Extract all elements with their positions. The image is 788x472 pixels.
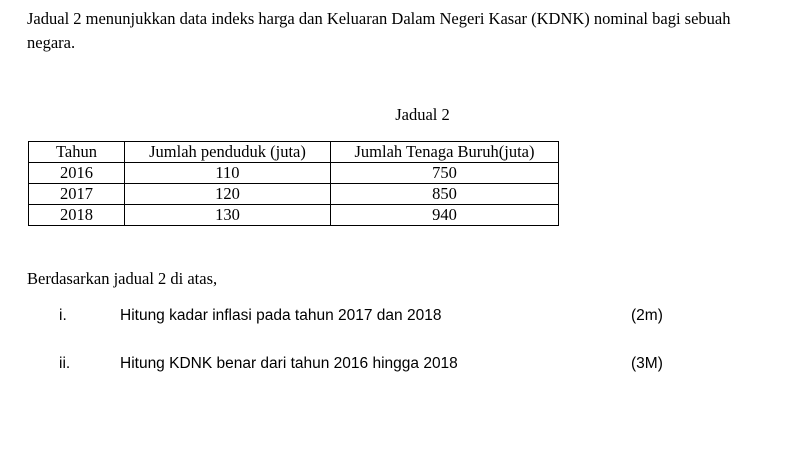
column-header-population: Jumlah penduduk (juta) bbox=[125, 142, 331, 163]
column-header-year: Tahun bbox=[29, 142, 125, 163]
table-caption: Jadual 2 bbox=[395, 105, 450, 124]
intro-paragraph: Jadual 2 menunjukkan data indeks harga dan Keluaran Dalam Negeri Kasar (KDNK) nominal bagi sebuah negara. bbox=[27, 9, 731, 52]
question-marks: (3M) bbox=[631, 355, 663, 372]
table-row bbox=[29, 163, 559, 184]
column-header-labour-force: Jumlah Tenaga Buruh(juta) bbox=[331, 142, 559, 163]
cell-labour-force: 940 bbox=[331, 205, 559, 226]
question-marks: (2m) bbox=[631, 307, 663, 324]
cell-labour-force: 750 bbox=[331, 163, 559, 184]
question-item bbox=[0, 355, 788, 379]
question-number: i. bbox=[59, 307, 67, 324]
question-item bbox=[0, 307, 788, 331]
cell-population: 120 bbox=[125, 184, 331, 205]
cell-year: 2018 bbox=[29, 205, 125, 226]
table-row bbox=[29, 205, 559, 226]
cell-population: 130 bbox=[125, 205, 331, 226]
question-text: Hitung kadar inflasi pada tahun 2017 dan 2018 bbox=[120, 307, 442, 324]
cell-year: 2017 bbox=[29, 184, 125, 205]
cell-population: 110 bbox=[125, 163, 331, 184]
question-text: Hitung KDNK benar dari tahun 2016 hingga 2018 bbox=[120, 355, 458, 372]
lead-sentence: Berdasarkan jadual 2 di atas, bbox=[27, 269, 218, 288]
table-header-row bbox=[29, 142, 559, 163]
table-row bbox=[29, 184, 559, 205]
data-table bbox=[28, 141, 559, 226]
cell-labour-force: 850 bbox=[331, 184, 559, 205]
question-number: ii. bbox=[59, 355, 71, 372]
cell-year: 2016 bbox=[29, 163, 125, 184]
